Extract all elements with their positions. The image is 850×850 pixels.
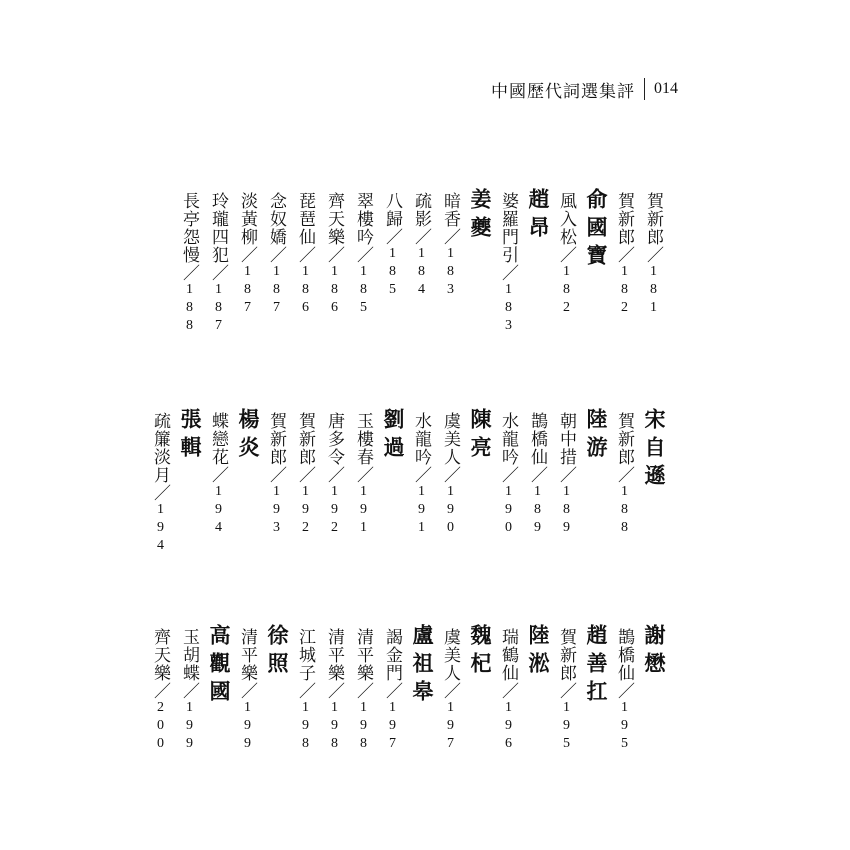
entry-page-number: 195: [617, 700, 632, 754]
separator-slash: ／: [208, 466, 228, 484]
ci-title: 唐多令: [324, 412, 344, 466]
separator-slash: ／: [440, 466, 460, 484]
toc-entry: [354, 412, 371, 538]
separator-slash: ／: [411, 228, 431, 246]
entry-page-number: 187: [240, 264, 255, 318]
ci-title: 水龍吟: [411, 412, 431, 466]
entry-page-number: 186: [298, 264, 313, 318]
toc-entry: [557, 192, 574, 318]
toc-entry: [151, 628, 168, 754]
entry-page-number: 190: [501, 484, 516, 538]
entry-page-number: 191: [356, 484, 371, 538]
separator-slash: ／: [324, 682, 344, 700]
running-header: [491, 76, 678, 102]
author-name: 姜夔: [468, 188, 493, 244]
entry-page-number: 188: [182, 282, 197, 336]
separator-slash: ／: [440, 682, 460, 700]
ci-title: 玉樓春: [353, 412, 373, 466]
toc-entry: [441, 192, 458, 300]
ci-title: 水龍吟: [498, 412, 518, 466]
entry-page-number: 185: [356, 264, 371, 318]
ci-title: 清平樂: [353, 628, 373, 682]
toc-entry: [557, 628, 574, 754]
author-name: 趙昂: [526, 188, 551, 244]
ci-title: 淡黃柳: [237, 192, 257, 246]
toc-entry: [441, 628, 458, 754]
entry-page-number: 184: [414, 246, 429, 300]
ci-title: 賀新郎: [295, 412, 315, 466]
entry-page-number: 197: [385, 700, 400, 754]
entry-page-number: 198: [356, 700, 371, 754]
toc-entry: [615, 412, 632, 538]
separator-slash: ／: [324, 466, 344, 484]
entry-page-number: 196: [501, 700, 516, 754]
toc-entry: [238, 628, 255, 754]
ci-title: 疏簾淡月: [150, 412, 170, 484]
toc-entry: [441, 412, 458, 538]
separator-slash: ／: [179, 682, 199, 700]
ci-title: 長亭怨慢: [179, 192, 199, 264]
ci-title: 鵲橋仙: [614, 628, 634, 682]
toc-entry: [296, 628, 313, 754]
ci-title: 琵琶仙: [295, 192, 315, 246]
ci-title: 清平樂: [237, 628, 257, 682]
author-name: 宋自遜: [642, 408, 667, 492]
separator-slash: ／: [643, 246, 663, 264]
ci-title: 瑞鶴仙: [498, 628, 518, 682]
separator-slash: ／: [179, 264, 199, 282]
separator-slash: ／: [295, 466, 315, 484]
separator-slash: ／: [237, 246, 257, 264]
toc-entry: [209, 192, 226, 336]
ci-title: 謁金門: [382, 628, 402, 682]
separator-slash: ／: [353, 682, 373, 700]
entry-page-number: 198: [327, 700, 342, 754]
ci-title: 虞美人: [440, 412, 460, 466]
separator-slash: ／: [324, 246, 344, 264]
toc-entry: [354, 192, 371, 318]
entry-page-number: 191: [414, 484, 429, 538]
toc-entry: [499, 628, 516, 754]
author-name: 劉過: [381, 408, 406, 464]
entry-page-number: 192: [298, 484, 313, 538]
ci-title: 八歸: [382, 192, 402, 228]
separator-slash: ／: [556, 682, 576, 700]
toc-entry: [180, 628, 197, 754]
separator-slash: ／: [498, 264, 518, 282]
entry-page-number: 190: [443, 484, 458, 538]
separator-slash: ／: [353, 466, 373, 484]
toc-entry: [383, 628, 400, 754]
entry-page-number: 182: [617, 264, 632, 318]
entry-page-number: 186: [327, 264, 342, 318]
ci-title: 賀新郎: [643, 192, 663, 246]
separator-slash: ／: [498, 466, 518, 484]
separator-slash: ／: [614, 682, 634, 700]
entry-page-number: 183: [443, 246, 458, 300]
separator-slash: ／: [527, 466, 547, 484]
author-name: 張輯: [178, 408, 203, 464]
ci-title: 疏影: [411, 192, 431, 228]
toc-entry: [354, 628, 371, 754]
author-name: 陸淞: [526, 624, 551, 680]
author-name: 陸游: [584, 408, 609, 464]
toc-entry: [325, 412, 342, 538]
author-name: 楊炎: [236, 408, 261, 464]
toc-entry: [325, 628, 342, 754]
ci-title: 朝中措: [556, 412, 576, 466]
author-name: 趙善扛: [584, 624, 609, 708]
author-name: 謝懋: [642, 624, 667, 680]
author-name: 高觀國: [207, 624, 232, 708]
ci-title: 鵲橋仙: [527, 412, 547, 466]
entry-page-number: 199: [182, 700, 197, 754]
toc-entry: [499, 412, 516, 538]
toc-entry: [238, 192, 255, 318]
ci-title: 賀新郎: [614, 192, 634, 246]
ci-title: 翠樓吟: [353, 192, 373, 246]
separator-slash: ／: [150, 682, 170, 700]
toc-entry: [615, 192, 632, 318]
separator-slash: ／: [411, 466, 431, 484]
separator-slash: ／: [498, 682, 518, 700]
entry-page-number: 197: [443, 700, 458, 754]
entry-page-number: 187: [211, 282, 226, 336]
ci-title: 玲瓏四犯: [208, 192, 228, 264]
separator-slash: ／: [614, 246, 634, 264]
entry-page-number: 185: [385, 246, 400, 300]
ci-title: 齊天樂: [324, 192, 344, 246]
ci-title: 暗香: [440, 192, 460, 228]
entry-page-number: 200: [153, 700, 168, 754]
entry-page-number: 187: [269, 264, 284, 318]
toc-entry: [267, 192, 284, 318]
toc-entry: [296, 412, 313, 538]
entry-page-number: 194: [211, 484, 226, 538]
entry-page-number: 181: [646, 264, 661, 318]
book-title: 中國歷代詞選集評: [491, 81, 635, 102]
toc-entry: [267, 412, 284, 538]
toc-entry: [412, 412, 429, 538]
separator-slash: ／: [295, 682, 315, 700]
separator-slash: ／: [440, 228, 460, 246]
toc-entry: [528, 412, 545, 538]
ci-title: 風入松: [556, 192, 576, 246]
toc-entry: [412, 192, 429, 300]
author-name: 盧祖皋: [410, 624, 435, 708]
author-name: 俞國寶: [584, 188, 609, 272]
entry-page-number: 192: [327, 484, 342, 538]
toc-entry: [644, 192, 661, 318]
author-name: 魏杞: [468, 624, 493, 680]
toc-entry: [325, 192, 342, 318]
separator-slash: ／: [556, 246, 576, 264]
ci-title: 賀新郎: [266, 412, 286, 466]
separator-slash: ／: [556, 466, 576, 484]
separator-slash: ／: [150, 484, 170, 502]
header-divider: [644, 78, 645, 100]
separator-slash: ／: [237, 682, 257, 700]
ci-title: 江城子: [295, 628, 315, 682]
entry-page-number: 183: [501, 282, 516, 336]
separator-slash: ／: [295, 246, 315, 264]
separator-slash: ／: [266, 246, 286, 264]
ci-title: 虞美人: [440, 628, 460, 682]
entry-page-number: 195: [559, 700, 574, 754]
separator-slash: ／: [353, 246, 373, 264]
ci-title: 賀新郎: [556, 628, 576, 682]
entry-page-number: 189: [530, 484, 545, 538]
toc-entry: [209, 412, 226, 538]
separator-slash: ／: [614, 466, 634, 484]
ci-title: 蝶戀花: [208, 412, 228, 466]
ci-title: 清平樂: [324, 628, 344, 682]
entry-page-number: 189: [559, 484, 574, 538]
entry-page-number: 182: [559, 264, 574, 318]
ci-title: 齊天樂: [150, 628, 170, 682]
toc-entry: [180, 192, 197, 336]
ci-title: 玉胡蝶: [179, 628, 199, 682]
toc-entry: [557, 412, 574, 538]
ci-title: 婆羅門引: [498, 192, 518, 264]
entry-page-number: 194: [153, 502, 168, 556]
entry-page-number: 199: [240, 700, 255, 754]
entry-page-number: 193: [269, 484, 284, 538]
toc-entry: [151, 412, 168, 556]
entry-page-number: 198: [298, 700, 313, 754]
page-number: 014: [654, 80, 678, 97]
toc-entry: [383, 192, 400, 300]
ci-title: 念奴嬌: [266, 192, 286, 246]
ci-title: 賀新郎: [614, 412, 634, 466]
separator-slash: ／: [382, 228, 402, 246]
separator-slash: ／: [382, 682, 402, 700]
separator-slash: ／: [208, 264, 228, 282]
toc-entry: [499, 192, 516, 336]
separator-slash: ／: [266, 466, 286, 484]
entry-page-number: 188: [617, 484, 632, 538]
toc-entry: [296, 192, 313, 318]
author-name: 徐照: [265, 624, 290, 680]
toc-entry: [615, 628, 632, 754]
author-name: 陳亮: [468, 408, 493, 464]
